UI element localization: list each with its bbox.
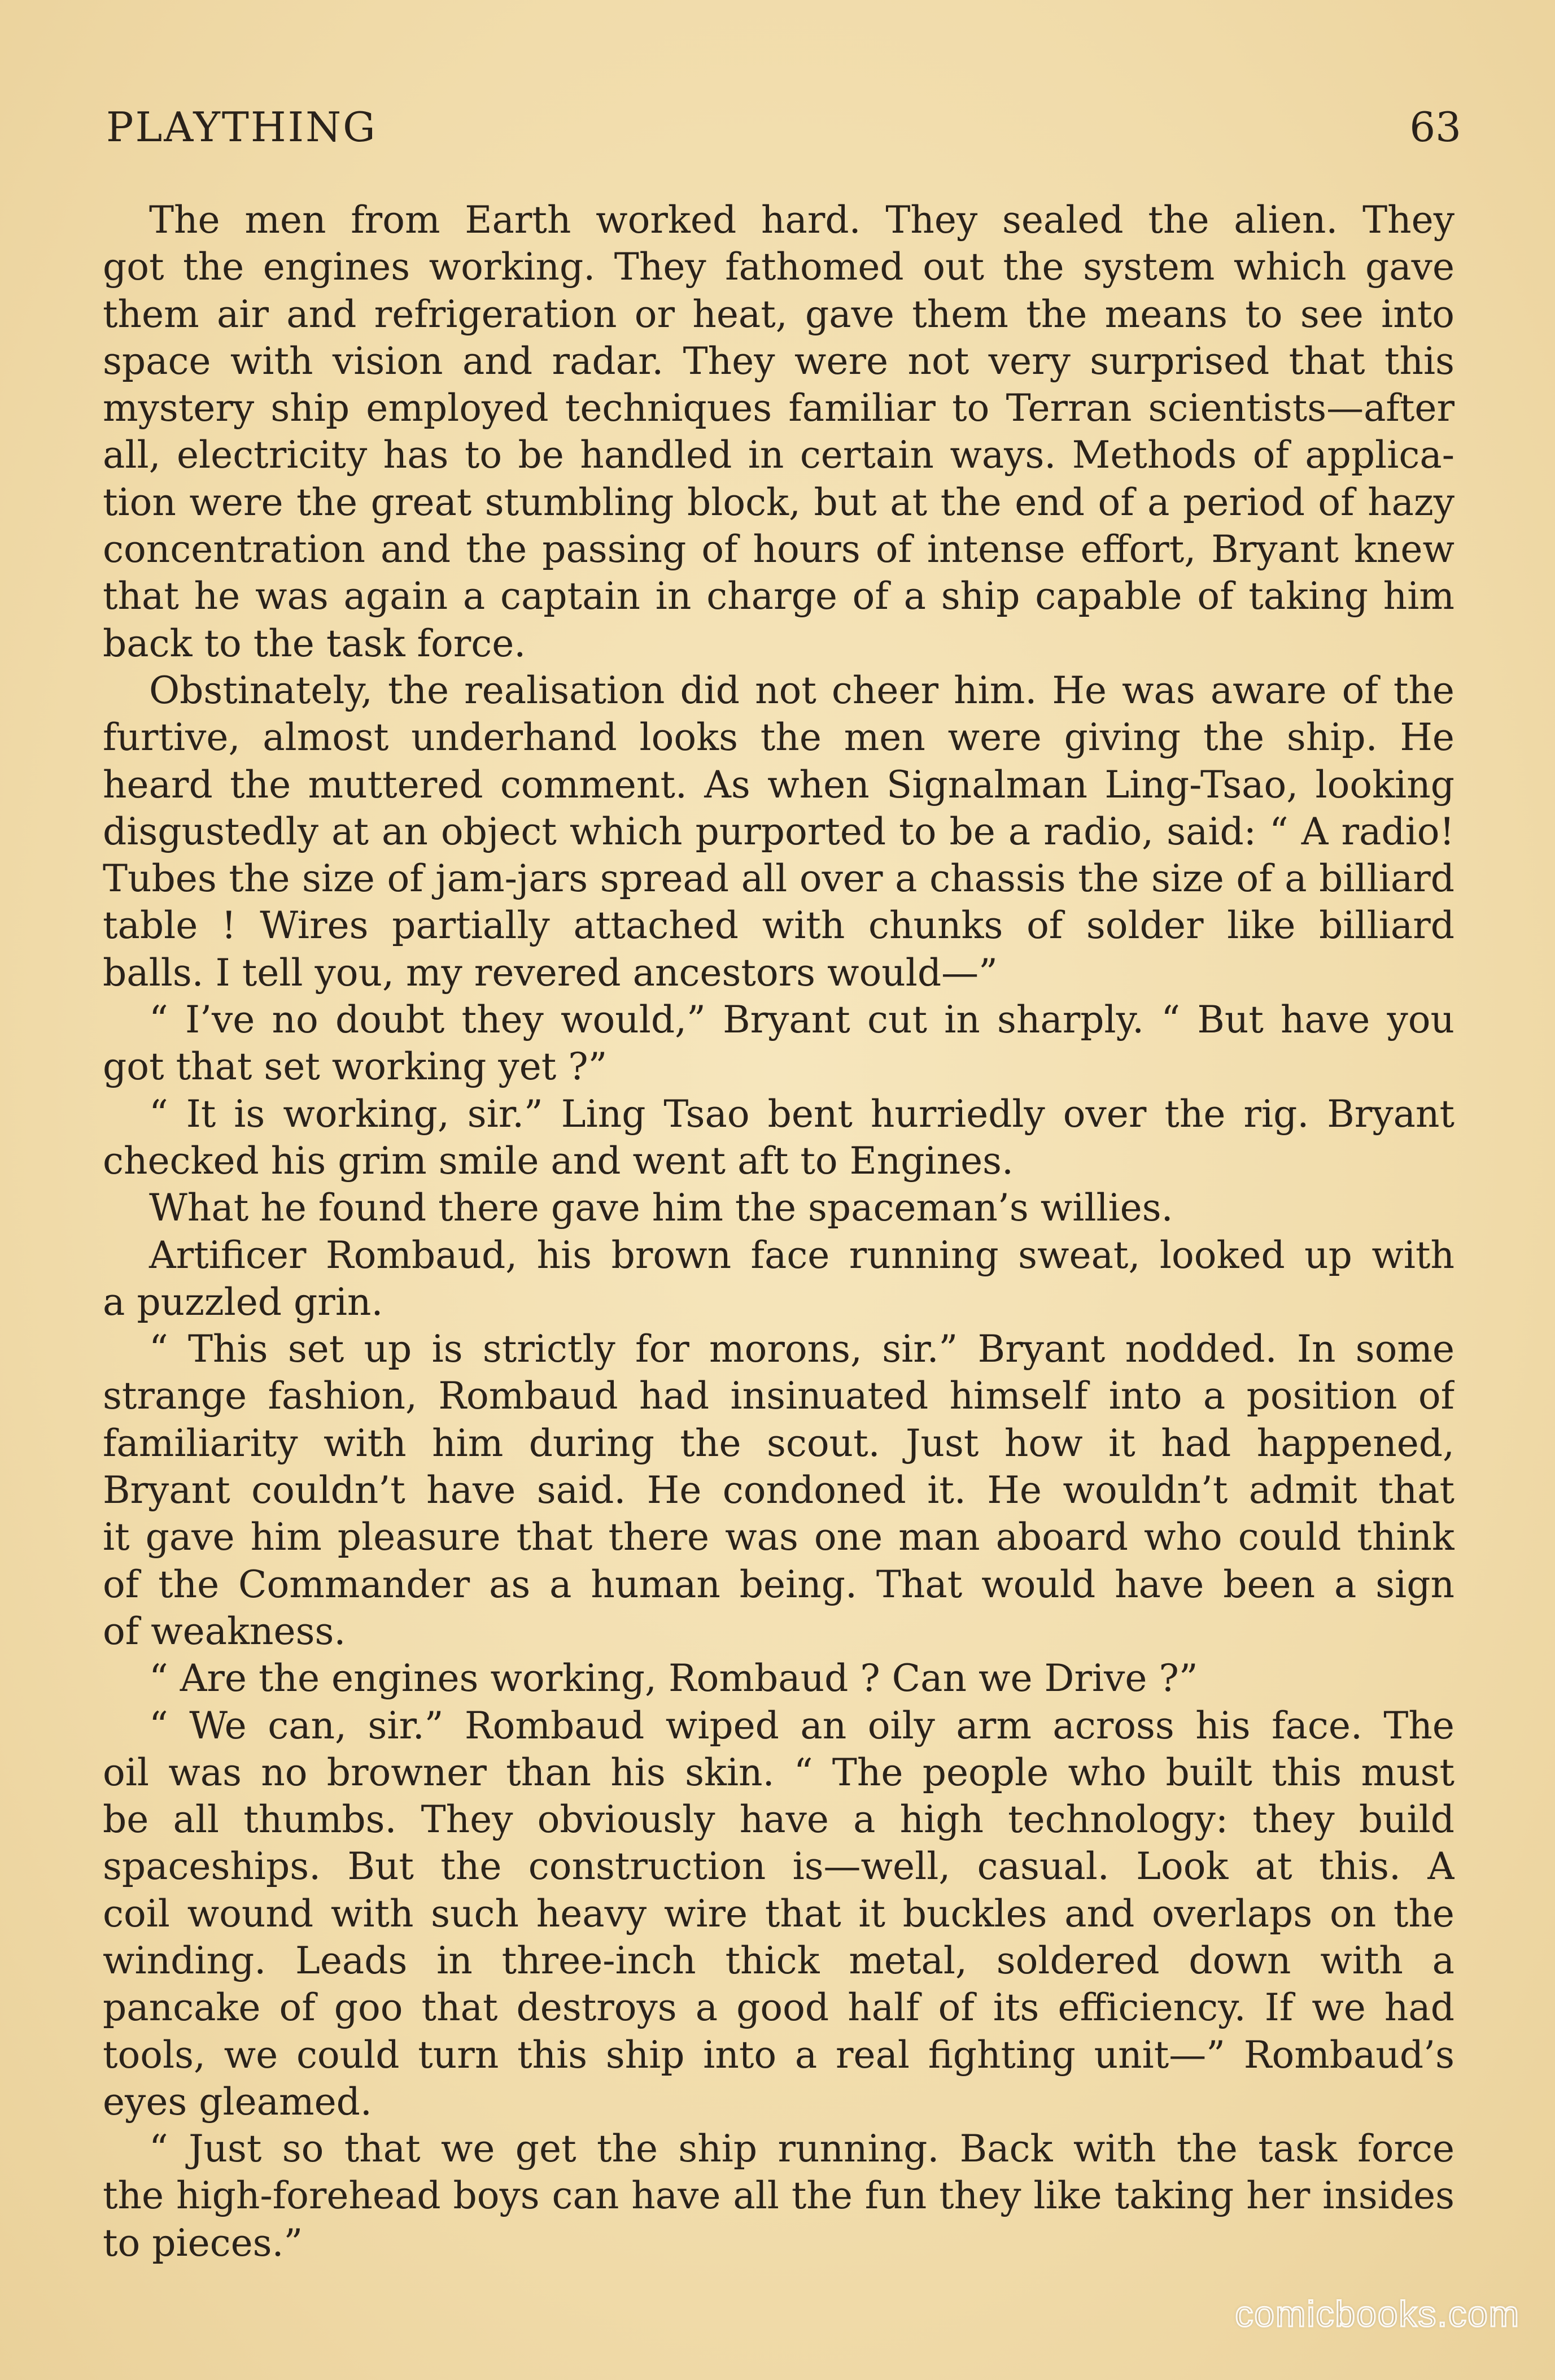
text-line: “ I’ve no doubt they would,” Bryant cut in sharply. “ But have you — [149, 998, 1454, 1042]
text-line: strange fashion, Rombaud had insinuated himself into a position of — [103, 1374, 1454, 1418]
body-text — [103, 197, 1454, 2266]
text-line: Tubes the size of jam-jars spread all over a chassis the size of a billiard — [103, 857, 1454, 901]
text-line: that he was again a captain in charge of a ship capable of taking him — [103, 574, 1454, 618]
text-line: got that set working yet ?” — [103, 1045, 608, 1089]
text-line: spaceships. But the construction is—well, casual. Look at this. A — [103, 1845, 1454, 1889]
text-line: table ! Wires partially attached with chunks of solder like billiard — [103, 904, 1454, 948]
text-line: it gave him pleasure that there was one man aboard who could think — [103, 1515, 1454, 1559]
text-line: all, electricity has to be handled in certain ways. Methods of applica- — [103, 433, 1454, 477]
text-line: “ Are the engines working, Rombaud ? Can we Drive ?” — [149, 1657, 1198, 1701]
text-line: furtive, almost underhand looks the men were giving the ship. He — [103, 716, 1454, 760]
text-line: heard the muttered comment. As when Signalman Ling-Tsao, looking — [103, 762, 1454, 807]
running-head — [106, 96, 1461, 158]
text-line: them air and refrigeration or heat, gave them the means to see into — [103, 292, 1454, 336]
text-line: “ This set up is strictly for morons, sir.” Bryant nodded. In some — [149, 1327, 1454, 1371]
text-line: got the engines working. They fathomed out the system which gave — [103, 245, 1454, 289]
text-line: The men from Earth worked hard. They sealed the alien. They — [149, 198, 1454, 242]
text-line: a puzzled grin. — [103, 1280, 383, 1324]
text-line: tools, we could turn this ship into a real fighting unit—” Rombaud’s — [103, 2033, 1454, 2077]
text-line: back to the task force. — [103, 621, 526, 665]
text-line: the high-forehead boys can have all the fun they like taking her insides — [103, 2174, 1454, 2218]
text-line: mystery ship employed techniques familiar to Terran scientists—after — [103, 386, 1454, 430]
text-line: What he found there gave him the spaceman’s willies. — [149, 1186, 1173, 1230]
watermark: comicbooks.com — [1235, 2294, 1520, 2334]
text-line: tion were the great stumbling block, but at the end of a period of hazy — [103, 480, 1454, 524]
text-line: pancake of goo that destroys a good half of its efficiency. If we had — [103, 1986, 1454, 2030]
text-line: checked his grim smile and went aft to Engines. — [103, 1139, 1014, 1183]
text-line: of the Commander as a human being. That would have been a sign — [103, 1562, 1454, 1606]
text-line: oil was no browner than his skin. “ The people who built this must — [103, 1750, 1454, 1794]
text-line: balls. I tell you, my revered ancestors would—” — [103, 951, 998, 995]
text-line: disgustedly at an object which purported to be a radio, said: “ A radio! — [103, 809, 1454, 853]
text-line: Obstinately, the realisation did not cheer him. He was aware of the — [149, 668, 1454, 712]
text-line: to pieces.” — [103, 2221, 303, 2265]
text-line: “ Just so that we get the ship running. Back with the task force — [149, 2127, 1454, 2171]
text-line: be all thumbs. They obviously have a high technology: they build — [103, 1798, 1454, 1842]
text-line: coil wound with such heavy wire that it buckles and overlaps on the — [103, 1891, 1454, 1936]
text-line: space with vision and radar. They were not very surprised that this — [103, 339, 1454, 383]
text-line: of weakness. — [103, 1609, 346, 1653]
text-line: “ We can, sir.” Rombaud wiped an oily arm across his face. The — [149, 1703, 1454, 1747]
text-line: winding. Leads in three-inch thick metal, soldered down with a — [103, 1938, 1454, 1982]
page-number: 63 — [1409, 103, 1461, 151]
running-title: PLAYTHING — [106, 103, 377, 151]
text-line: concentration and the passing of hours of intense effort, Bryant knew — [103, 528, 1454, 572]
text-line: familiarity with him during the scout. Just how it had happened, — [103, 1421, 1454, 1465]
text-line: Bryant couldn’t have said. He condoned it. He wouldn’t admit that — [103, 1468, 1454, 1512]
text-line: Artificer Rombaud, his brown face running sweat, looked up with — [149, 1233, 1454, 1277]
text-line: “ It is working, sir.” Ling Tsao bent hurriedly over the rig. Bryant — [149, 1092, 1454, 1136]
text-line: eyes gleamed. — [103, 2080, 372, 2124]
